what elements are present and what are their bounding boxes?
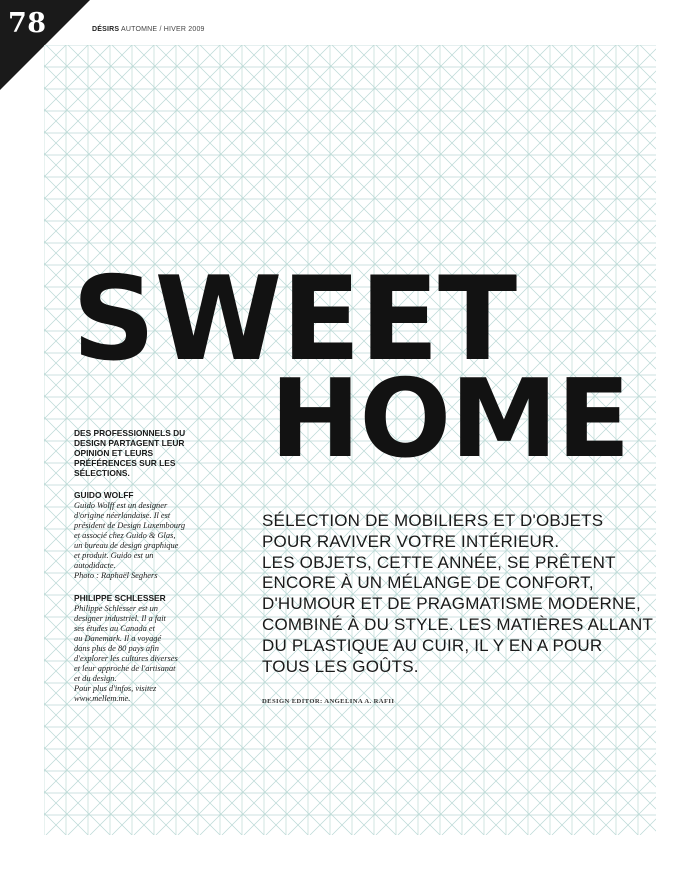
sidebar-intro: DES PROFESSIONNELS DU DESIGN PARTAGENT LEUR OPINION ET LEURS PRÉFÉRENCES SUR LES SÉLECTIONS. xyxy=(74,428,186,478)
bio-line: au Danemark. Il a voyagé xyxy=(74,634,162,643)
deck-line: LES OBJETS, CETTE ANNÉE, SE PRÊTENT xyxy=(262,552,616,572)
bio-line: Philippe Schlesser est un xyxy=(74,604,158,613)
contributor-name: GUIDO WOLFF xyxy=(74,490,134,500)
deck-line: DU PLASTIQUE AU CUIR, IL Y EN A POUR xyxy=(262,635,603,655)
bio-line: et associé chez Guido & Glas, xyxy=(74,531,176,540)
contributor-bio xyxy=(74,501,192,581)
bio-line: et leur approche de l'artisanat xyxy=(74,664,176,673)
bio-line: Guido Wolff est un designer xyxy=(74,501,168,510)
bio-line: autodidacte. xyxy=(74,561,116,570)
deck-line: ENCORE À UN MÉLANGE DE CONFORT, xyxy=(262,573,594,593)
bio-line: dans plus de 80 pays afin xyxy=(74,644,159,653)
title-line-2: HOME xyxy=(270,357,630,482)
deck-line: D'HUMOUR ET DE PRAGMATISME MODERNE, xyxy=(262,594,641,614)
bio-line: et produit. Guido est un xyxy=(74,551,154,560)
running-head xyxy=(92,26,205,33)
photo-credit: Photo : Raphaël Seghers xyxy=(74,571,158,580)
page-number: 78 xyxy=(8,8,47,39)
contributor-name: PHILIPPE SCHLESSER xyxy=(74,593,166,603)
contributor-bio xyxy=(74,604,192,704)
bio-line: d'explorer les cultures diverses xyxy=(74,654,178,663)
title-line-1: SWEET xyxy=(72,252,517,387)
website-link: www.mellem.me. xyxy=(74,694,131,703)
bio-line: un bureau de design graphique xyxy=(74,541,179,550)
bio-line: et du design. xyxy=(74,674,117,683)
deck-line: POUR RAVIVER VOTRE INTÉRIEUR. xyxy=(262,531,560,551)
issue-label: AUTOMNE / HIVER 2009 xyxy=(121,26,205,33)
bio-line: président de Design Luxembourg xyxy=(74,521,186,530)
design-editor-credit: DESIGN EDITOR: ANGELINA A. RAFII xyxy=(262,698,395,705)
deck-line: COMBINÉ À DU STYLE. LES MATIÈRES ALLANT xyxy=(262,614,654,634)
deck-line: TOUS LES GOÛTS. xyxy=(262,656,419,676)
bio-line: Pour plus d'infos, visitez xyxy=(74,684,157,693)
bio-line: d'origine néerlandaise. Il est xyxy=(74,511,171,520)
contributors-sidebar xyxy=(74,428,192,716)
bio-line: designer industriel. Il a fait xyxy=(74,614,166,623)
deck-line: SÉLECTION DE MOBILIERS ET D'OBJETS xyxy=(262,511,604,530)
magazine-name: DÉSIRS xyxy=(92,26,120,33)
deck-paragraph xyxy=(262,511,662,677)
bio-line: ses études au Canada et xyxy=(74,624,155,633)
